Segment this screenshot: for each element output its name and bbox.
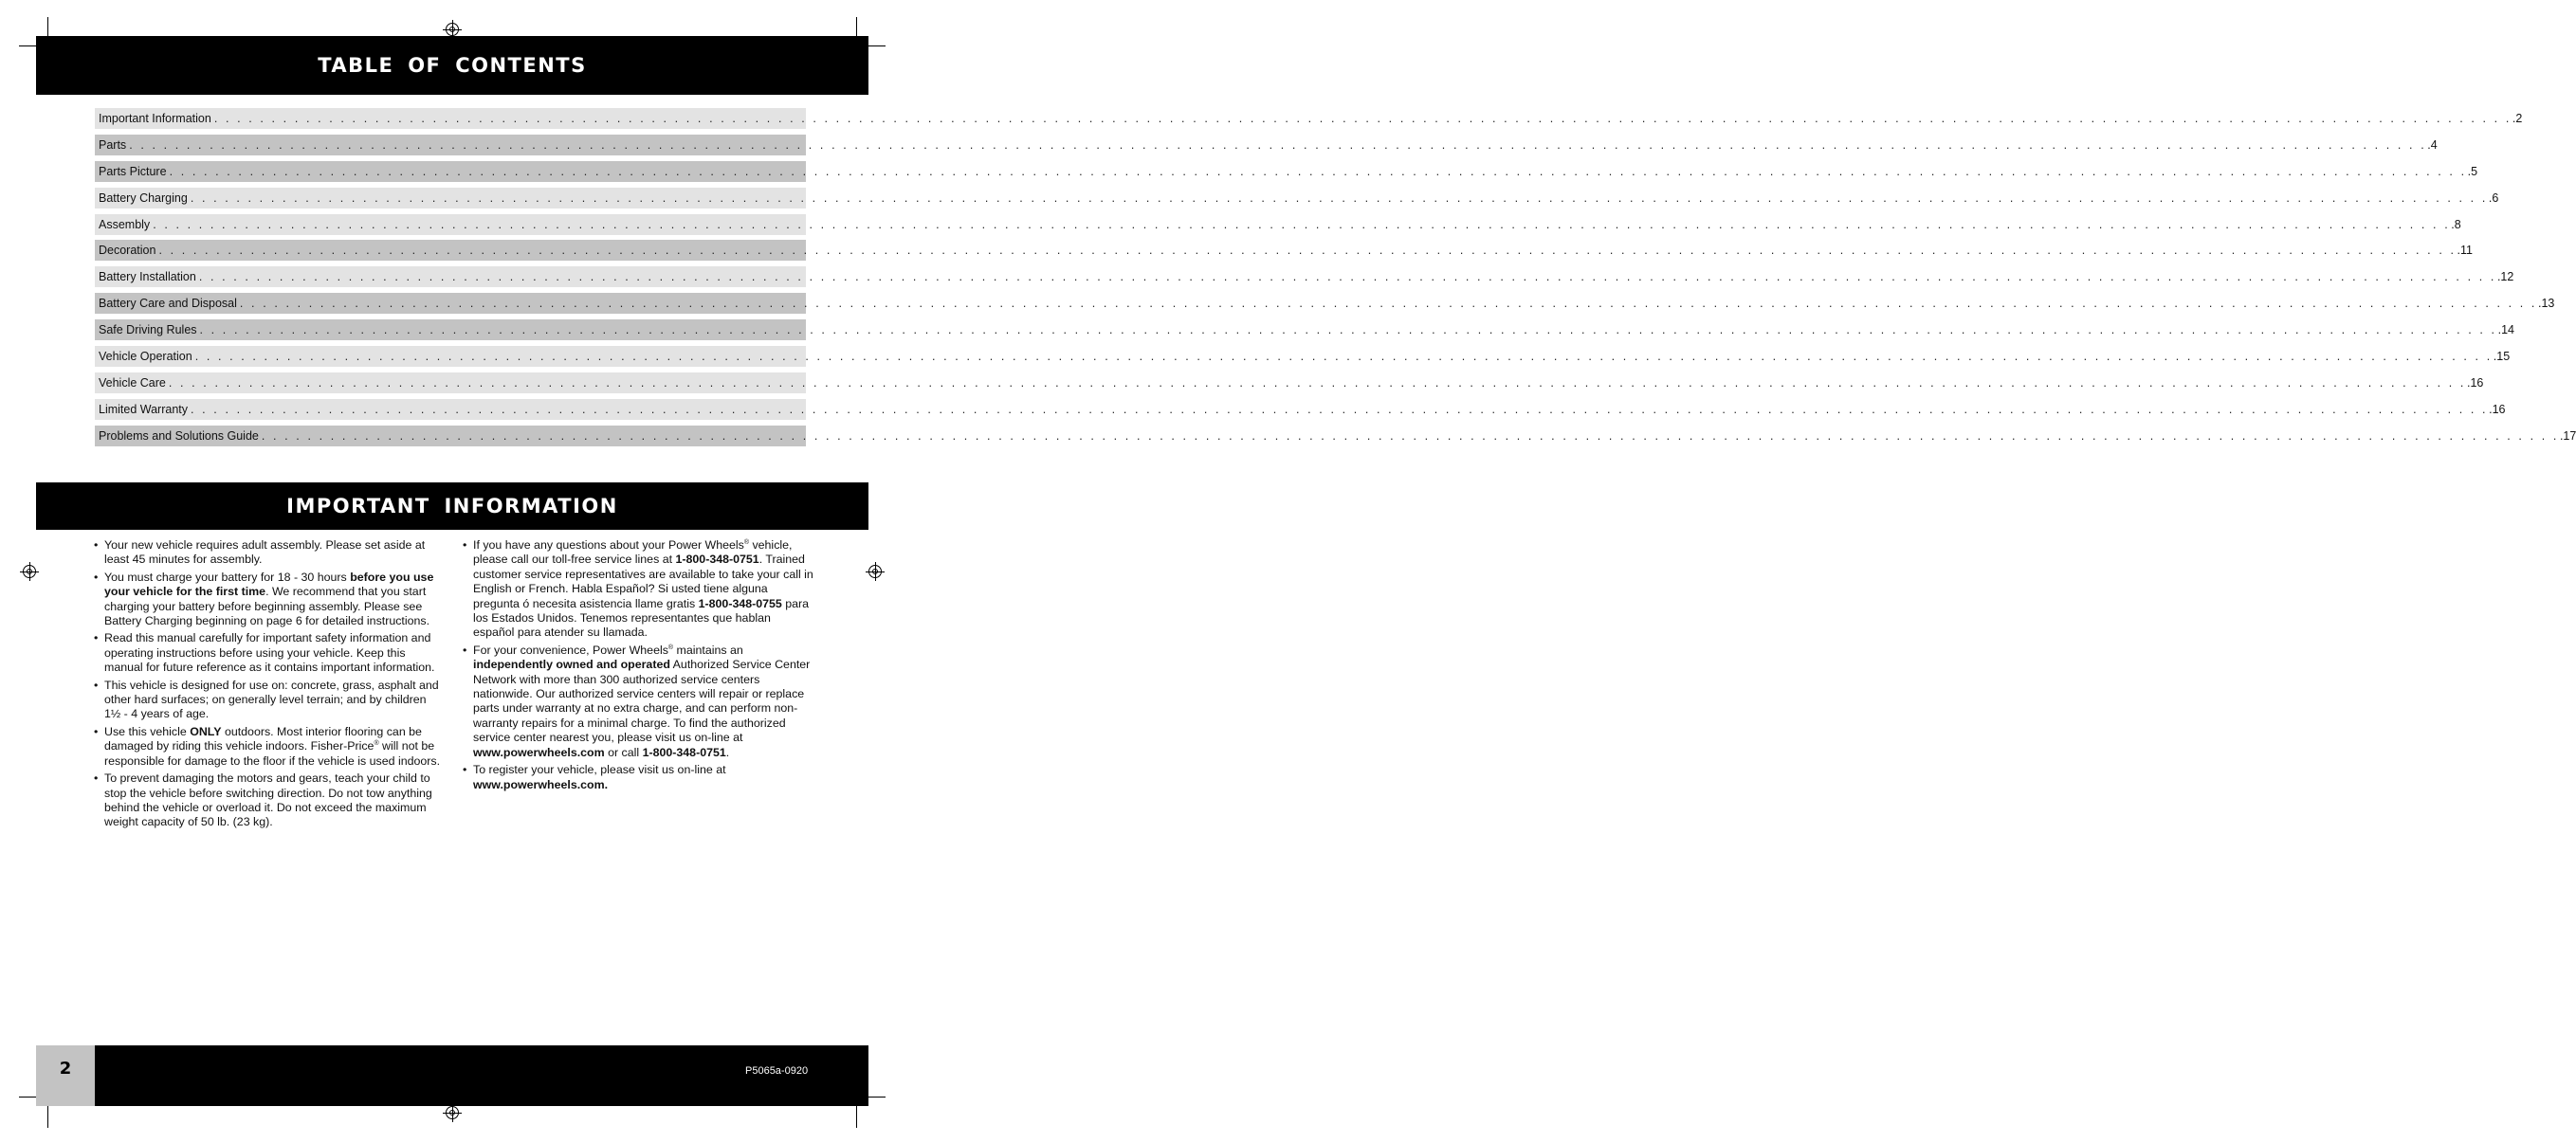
toc-leader-dots: . . . . . . . . . . . . . . . . . . . . . . . . . . . . . . . . . . . . . . . . . . . . . . . . . . . . . . . . . . . . . . . . . . . . . . . . . . . . . . . . . . . . . . . . . . . . . . . . . . . . . . . . . . . . . . . . . . . . . . . . . . . . . . . . . . . . . . . . . . . . . . . . . . . . . . . . . . . . . . . . . . . . . . . . . . . . . . . . . . . . . . . . . . . . . . . . . . . . . . . .: [153, 217, 2451, 231]
list-item: • Read this manual carefully for important safety information and operating instructions before using your vehicle. Keep this manual for future reference as it contains important information.: [94, 631, 445, 675]
phone-number: 1-800-348-0751: [642, 745, 726, 759]
toc-entry-page: .8: [2451, 217, 2461, 231]
toc-entry: [95, 240, 2473, 261]
toc-leader-dots: . . . . . . . . . . . . . . . . . . . . . . . . . . . . . . . . . . . . . . . . . . . . . . . . . . . . . . . . . . . . . . . . . . . . . . . . . . . . . . . . . . . . . . . . . . . . . . . . . . . . . . . . . . . . . . . . . . . . . . . . . . . . . . . . . . . . . . . . . . . . . . . . . . . . . . . . . . . . . . . . . . . . . . . . . . . . . . . . . . . . . . . . . . . . . . . . . . . . . . . .: [199, 323, 2497, 337]
registration-mark-icon: [868, 565, 882, 578]
toc-entry: [95, 426, 2576, 446]
toc-entry: [95, 399, 2506, 420]
toc-leader-dots: . . . . . . . . . . . . . . . . . . . . . . . . . . . . . . . . . . . . . . . . . . . . . . . . . . . . . . . . . . . . . . . . . . . . . . . . . . . . . . . . . . . . . . . . . . . . . . . . . . . . . . . . . . . . . . . . . . . . . . . . . . . . . . . . . . . . . . . . . . . . . . . . . . . . . . . . . . . . . . . . . . . . . . . . . . . . . . . . . . . . . . . . . . . . . . . . . . . . . . . .: [169, 164, 2467, 178]
phone-number: 1-800-348-0751: [675, 553, 759, 567]
page-number: 2: [59, 1059, 72, 1079]
list-item: • You must charge your battery for 18 - 30 hours before you use your vehicle for the first time. We recommend that you start charging your battery before beginning assembly. Please see Battery Charging beginning on page 6 for detailed instructions.: [94, 571, 445, 629]
toc-entry-page: .4: [2427, 137, 2438, 152]
list-item: • This vehicle is designed for use on: concrete, grass, asphalt and other hard surfaces; on generally level terrain; and by children 1½ - 4 years of age.: [94, 679, 445, 722]
toc-leader-dots: . . . . . . . . . . . . . . . . . . . . . . . . . . . . . . . . . . . . . . . . . . . . . . . . . . . . . . . . . . . . . . . . . . . . . . . . . . . . . . . . . . . . . . . . . . . . . . . . . . . . . . . . . . . . . . . . . . . . . . . . . . . . . . . . . . . . . . . . . . . . . . . . . . . . . . . . . . . . . . . . . . . . . . . . . . . . . . . . . . . . . . . . . . . . . . . . . . . . . . . .: [198, 270, 2496, 284]
toc-entry-label: Vehicle Operation: [99, 350, 192, 364]
registration-mark-icon: [446, 23, 459, 36]
registered-mark: ®: [667, 644, 674, 651]
toc-entry-page: .16: [2489, 402, 2506, 416]
document-code: P5065a-0920: [745, 1065, 809, 1077]
toc-entry: [95, 214, 2461, 235]
toc-entry-label: Battery Charging: [99, 190, 188, 205]
toc-entry-page: .17: [2559, 428, 2576, 443]
toc-header-band: [36, 36, 868, 95]
important-info-title: IMPORTANT INFORMATION: [286, 495, 618, 517]
toc-leader-dots: . . . . . . . . . . . . . . . . . . . . . . . . . . . . . . . . . . . . . . . . . . . . . . . . . . . . . . . . . . . . . . . . . . . . . . . . . . . . . . . . . . . . . . . . . . . . . . . . . . . . . . . . . . . . . . . . . . . . . . . . . . . . . . . . . . . . . . . . . . . . . . . . . . . . . . . . . . . . . . . . . . . . . . . . . . . . . . . . . . . . . . . . . . . . . . . . . . . . . . . .: [191, 402, 2489, 416]
registration-mark-icon: [23, 565, 36, 578]
toc-entry-label: Decoration: [99, 244, 156, 258]
toc-entry-label: Important Information: [99, 112, 211, 125]
footer-band: [36, 1045, 868, 1106]
toc-leader-dots: . . . . . . . . . . . . . . . . . . . . . . . . . . . . . . . . . . . . . . . . . . . . . . . . . . . . . . . . . . . . . . . . . . . . . . . . . . . . . . . . . . . . . . . . . . . . . . . . . . . . . . . . . . . . . . . . . . . . . . . . . . . . . . . . . . . . . . . . . . . . . . . . . . . . . . . . . . . . . . . . . . . . . . . . . . . . . . . . . . . . . . . . . . . . . . . . . . . . . . . .: [194, 350, 2493, 364]
toc-entry-page: .15: [2493, 350, 2511, 364]
toc-entry-label: Assembly: [99, 217, 151, 231]
toc-entry: [95, 319, 2514, 340]
toc-leader-dots: . . . . . . . . . . . . . . . . . . . . . . . . . . . . . . . . . . . . . . . . . . . . . . . . . . . . . . . . . . . . . . . . . . . . . . . . . . . . . . . . . . . . . . . . . . . . . . . . . . . . . . . . . . . . . . . . . . . . . . . . . . . . . . . . . . . . . . . . . . . . . . . . . . . . . . . . . . . . . . . . . . . . . . . . . . . . . . . . . . . . . . . . . . . . . . . . . . . . . . . .: [261, 428, 2559, 443]
important-info-right-column: [463, 538, 813, 795]
toc-entry: [95, 266, 2514, 287]
page-number-box: [36, 1045, 95, 1106]
toc-leader-dots: . . . . . . . . . . . . . . . . . . . . . . . . . . . . . . . . . . . . . . . . . . . . . . . . . . . . . . . . . . . . . . . . . . . . . . . . . . . . . . . . . . . . . . . . . . . . . . . . . . . . . . . . . . . . . . . . . . . . . . . . . . . . . . . . . . . . . . . . . . . . . . . . . . . . . . . . . . . . . . . . . . . . . . . . . . . . . . . . . . . . . . . . . . . . . . . . . . . . . . . .: [168, 375, 2466, 390]
toc-entry-page: .13: [2538, 297, 2555, 311]
list-item: • To register your vehicle, please visit us on-line at www.powerwheels.com.: [463, 763, 813, 792]
important-info-header-band: [36, 482, 868, 530]
toc-entry-page: .12: [2496, 270, 2514, 284]
toc-entry-label: Parts: [99, 137, 127, 152]
list-item: • To prevent damaging the motors and gears, teach your child to stop the vehicle before switching direction. Do not tow anything behind the vehicle or overload it. Do not exceed the maximum weight capacity of 50 lb. (23 kg).: [94, 771, 445, 830]
website-url: www.powerwheels.com.: [473, 777, 609, 791]
toc-entry-page: .5: [2467, 164, 2478, 178]
toc-entry: [95, 188, 2499, 209]
phone-number: 1-800-348-0755: [698, 596, 782, 610]
toc-entry-label: Vehicle Care: [99, 375, 166, 390]
list-item: • Your new vehicle requires adult assembly. Please set aside at least 45 minutes for assembly.: [94, 538, 445, 568]
important-info-left-column: [94, 538, 445, 833]
toc-leader-dots: . . . . . . . . . . . . . . . . . . . . . . . . . . . . . . . . . . . . . . . . . . . . . . . . . . . . . . . . . . . . . . . . . . . . . . . . . . . . . . . . . . . . . . . . . . . . . . . . . . . . . . . . . . . . . . . . . . . . . . . . . . . . . . . . . . . . . . . . . . . . . . . . . . . . . . . . . . . . . . . . . . . . . . . . . . . . . . . . . . . . . . . . . . . . . . . . . . . . . . . .: [158, 244, 2457, 258]
registered-mark: ®: [743, 539, 750, 546]
toc-entry-page: .11: [2457, 244, 2473, 258]
toc-leader-dots: . . . . . . . . . . . . . . . . . . . . . . . . . . . . . . . . . . . . . . . . . . . . . . . . . . . . . . . . . . . . . . . . . . . . . . . . . . . . . . . . . . . . . . . . . . . . . . . . . . . . . . . . . . . . . . . . . . . . . . . . . . . . . . . . . . . . . . . . . . . . . . . . . . . . . . . . . . . . . . . . . . . . . . . . . . . . . . . . . . . . . . . . . . . . . . . . . . . . . . . .: [239, 297, 2537, 311]
list-item: • If you have any questions about your Power Wheels® vehicle, please call our toll-free service lines at 1-800-348-0751. Trained customer service representatives are available to take your call in English or French. Habla Español? Si usted tiene alguna pregunta ó necesita asistencia llame gratis 1-800-348-0755 para los Estados Unidos. Tenemos representantes que hablan español para atender su llamada.: [463, 538, 813, 641]
toc-entry-page: .16: [2466, 375, 2484, 390]
toc-entry-label: Battery Care and Disposal: [99, 297, 237, 311]
toc-entry: [95, 293, 2555, 314]
toc-entry-label: Parts Picture: [99, 164, 167, 178]
registration-mark-icon: [446, 1106, 459, 1119]
toc-entry-page: .2: [2512, 112, 2523, 125]
toc-entry: [95, 135, 2438, 155]
toc-entry-label: Safe Driving Rules: [99, 323, 197, 337]
toc-entry-label: Problems and Solutions Guide: [99, 428, 259, 443]
toc-entry: [95, 161, 2478, 182]
website-url: www.powerwheels.com: [473, 745, 605, 759]
toc-entry-page: .6: [2488, 190, 2499, 205]
list-item: • Use this vehicle ONLY outdoors. Most interior flooring can be damaged by riding this vehicle indoors. Fisher-Price® will not be responsible for damage to the floor if the vehicle is used indoors.: [94, 725, 445, 769]
toc-entry: [95, 108, 2523, 129]
toc-leader-dots: . . . . . . . . . . . . . . . . . . . . . . . . . . . . . . . . . . . . . . . . . . . . . . . . . . . . . . . . . . . . . . . . . . . . . . . . . . . . . . . . . . . . . . . . . . . . . . . . . . . . . . . . . . . . . . . . . . . . . . . . . . . . . . . . . . . . . . . . . . . . . . . . . . . . . . . . . . . . . . . . . . . . . . . . . . . . . . . . . . . . . . . . . . . . . . . . . . . . . . . .: [190, 190, 2488, 205]
list-item: • For your convenience, Power Wheels® maintains an independently owned and operated Authorized Service Center Network with more than 300 authorized service centers nationwide. Our authorized service centers will repair or replace parts under warranty at no extra charge, and can perform non-warranty repairs for a minimal charge. To find the authorized service center nearest you, please visit us on-line at www.powerwheels.com or call 1-800-348-0751.: [463, 644, 813, 760]
toc-leader-dots: . . . . . . . . . . . . . . . . . . . . . . . . . . . . . . . . . . . . . . . . . . . . . . . . . . . . . . . . . . . . . . . . . . . . . . . . . . . . . . . . . . . . . . . . . . . . . . . . . . . . . . . . . . . . . . . . . . . . . . . . . . . . . . . . . . . . . . . . . . . . . . . . . . . . . . . . . . . . . . . . . . . . . . . . . . . . . . . . . . . . . . . . . . . . . . . . . . . . . . . .: [213, 112, 2512, 125]
table-of-contents: [95, 108, 2576, 452]
toc-title: TABLE OF CONTENTS: [318, 54, 587, 77]
toc-entry-page: .14: [2497, 323, 2514, 337]
toc-entry-label: Battery Installation: [99, 270, 196, 284]
toc-entry: [95, 346, 2511, 367]
toc-leader-dots: . . . . . . . . . . . . . . . . . . . . . . . . . . . . . . . . . . . . . . . . . . . . . . . . . . . . . . . . . . . . . . . . . . . . . . . . . . . . . . . . . . . . . . . . . . . . . . . . . . . . . . . . . . . . . . . . . . . . . . . . . . . . . . . . . . . . . . . . . . . . . . . . . . . . . . . . . . . . . . . . . . . . . . . . . . . . . . . . . . . . . . . . . . . . . . . . . . . . . . . .: [129, 137, 2427, 152]
toc-entry: [95, 372, 2484, 393]
toc-entry-label: Limited Warranty: [99, 402, 189, 416]
registered-mark: ®: [374, 740, 379, 748]
